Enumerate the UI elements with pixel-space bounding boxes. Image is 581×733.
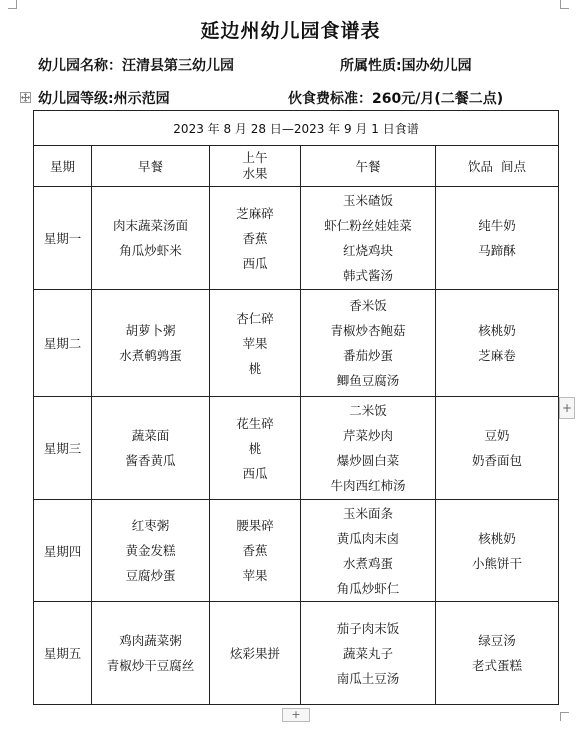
breakfast-item: 肉末蔬菜汤面 [112, 218, 188, 233]
lunch-item: 玉米碴饭 [342, 193, 393, 208]
breakfast-item: 酱香黄瓜 [125, 453, 176, 468]
weekday-cell: 星期一 [34, 187, 92, 290]
lunch-item: 玉米面条 [342, 505, 393, 521]
header-fruit [210, 146, 301, 187]
fruit-item: 杏仁碎 [236, 310, 274, 326]
lunch-item: 韩式酱汤 [342, 268, 393, 283]
fruit-item: 西瓜 [242, 255, 268, 271]
lunch-item: 茄子肉末饭 [336, 620, 400, 636]
fruit-cell [210, 187, 301, 290]
lunch-item: 香米饭 [349, 298, 387, 313]
snack-cell [436, 602, 559, 705]
fruit-cell [210, 500, 301, 602]
fruit-item: 香蕉 [242, 230, 268, 246]
breakfast-item: 豆腐炒蛋 [125, 568, 176, 583]
lunch-cell [301, 602, 436, 705]
fruit-item: 苹果 [242, 568, 268, 583]
snack-item: 纯牛奶 [478, 218, 516, 233]
lunch-cell [301, 500, 436, 602]
fruit-cell [210, 290, 301, 397]
fruit-item: 炫彩果拼 [229, 645, 280, 661]
header-fruit-line1: 上午 [242, 150, 268, 165]
fruit-item: 桃 [248, 440, 262, 456]
document-title: 延边州幼儿园食谱表 [200, 20, 381, 42]
lunch-item: 蔬菜丸子 [342, 645, 393, 661]
lunch-cell [301, 187, 436, 290]
snack-cell [436, 290, 559, 397]
breakfast-item: 鸡肉蔬菜粥 [119, 633, 182, 648]
breakfast-item: 胡萝卜粥 [125, 323, 176, 338]
breakfast-cell [92, 187, 210, 290]
kindergarten-name: 幼儿园名称：汪清县第三幼儿园 [38, 58, 234, 74]
header-snack: 饮品 间点 [436, 146, 559, 187]
lunch-item: 红烧鸡块 [342, 243, 393, 258]
snack-cell [436, 187, 559, 290]
fruit-item: 花生碎 [236, 415, 274, 431]
fruit-item: 腰果碎 [236, 518, 274, 533]
breakfast-cell [92, 500, 210, 602]
weekday-cell: 星期三 [34, 397, 92, 500]
move-handle-icon[interactable] [20, 92, 31, 103]
snack-item: 老式蛋糕 [471, 658, 522, 673]
header-weekday: 星期 [34, 146, 92, 187]
page-corner-mark-top-right [560, 0, 569, 9]
kindergarten-nature: 所属性质:国办幼儿园 [340, 58, 472, 74]
page-corner-mark-bottom-right [560, 712, 569, 721]
plus-icon: + [561, 401, 573, 415]
lunch-item: 水煮鸡蛋 [342, 555, 393, 571]
lunch-item: 鲫鱼豆腐汤 [336, 373, 400, 388]
snack-item: 核桃奶 [478, 323, 516, 338]
weekday-cell: 星期五 [34, 602, 92, 705]
snack-item: 奶香面包 [471, 453, 522, 468]
fruit-cell [210, 602, 301, 705]
snack-item: 马蹄酥 [478, 243, 516, 258]
snack-item: 绿豆汤 [478, 633, 516, 648]
fruit-item: 西瓜 [242, 465, 268, 481]
lunch-cell [301, 397, 436, 500]
page-corner-mark-top-left [8, 0, 17, 9]
fruit-item: 芝麻碎 [236, 205, 274, 221]
breakfast-item: 角瓜炒虾米 [119, 243, 182, 258]
fruit-item: 香蕉 [242, 543, 268, 558]
date-range: 2023 年 8 月 28 日—2023 年 9 月 1 日食谱 [34, 111, 559, 146]
breakfast-cell [92, 602, 210, 705]
lunch-item: 南瓜土豆汤 [336, 670, 400, 686]
snack-cell [436, 397, 559, 500]
lunch-cell [301, 290, 436, 397]
lunch-item: 角瓜炒虾仁 [336, 580, 400, 596]
lunch-item: 番茄炒蛋 [342, 348, 393, 363]
breakfast-cell [92, 397, 210, 500]
lunch-item: 黄瓜肉末卤 [336, 530, 400, 546]
lunch-item: 牛肉西红柿汤 [330, 478, 406, 493]
snack-item: 豆奶 [484, 428, 510, 443]
menu-table [33, 110, 559, 705]
lunch-item: 爆炒圆白菜 [336, 453, 400, 468]
snack-item: 小熊饼干 [471, 555, 522, 571]
breakfast-item: 蔬菜面 [131, 428, 170, 443]
snack-item: 核桃奶 [478, 530, 516, 546]
fruit-item: 苹果 [242, 335, 268, 351]
breakfast-item: 黄金发糕 [125, 543, 176, 558]
lunch-item: 虾仁粉丝娃娃菜 [324, 218, 412, 233]
plus-icon: + [291, 708, 301, 721]
add-column-button[interactable] [559, 397, 575, 419]
snack-cell [436, 500, 559, 602]
lunch-item: 青椒炒杏鲍菇 [330, 323, 406, 338]
breakfast-item: 水煮鹌鹑蛋 [119, 348, 182, 363]
fruit-item: 桃 [248, 360, 262, 376]
header-breakfast: 早餐 [92, 146, 210, 187]
lunch-item: 二米饭 [349, 403, 387, 418]
header-lunch: 午餐 [301, 146, 436, 187]
breakfast-cell [92, 290, 210, 397]
breakfast-item: 青椒炒干豆腐丝 [106, 658, 195, 673]
add-row-button[interactable] [282, 708, 310, 722]
weekday-cell: 星期二 [34, 290, 92, 397]
snack-item: 芝麻卷 [478, 348, 516, 363]
weekday-cell: 星期四 [34, 500, 92, 602]
meal-fee-standard: 伙食费标准：260元/月(二餐二点) [288, 91, 504, 107]
kindergarten-level: 幼儿园等级:州示范园 [38, 91, 170, 107]
lunch-item: 芹菜炒肉 [342, 428, 393, 443]
breakfast-item: 红枣粥 [131, 518, 170, 533]
fruit-cell [210, 397, 301, 500]
header-fruit-line2: 水果 [242, 166, 268, 181]
